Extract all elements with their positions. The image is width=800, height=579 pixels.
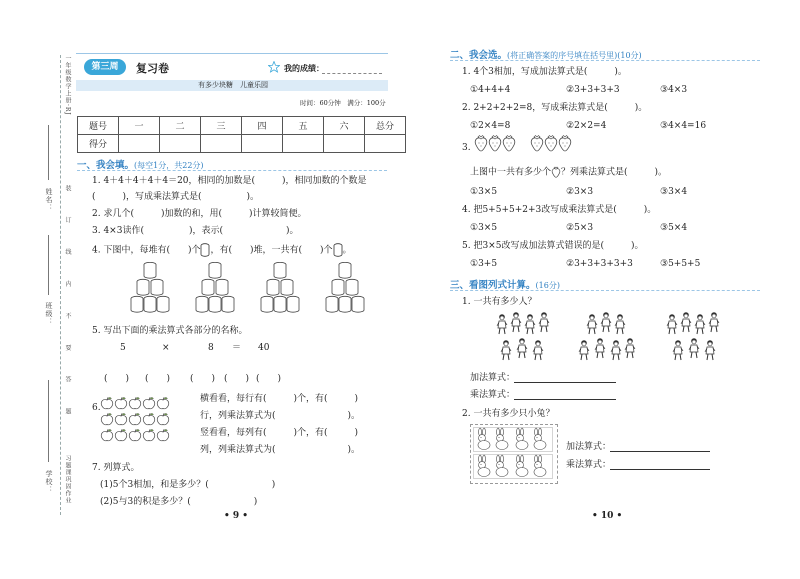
p1-add-field[interactable]	[514, 382, 616, 383]
q5-blank[interactable]: ( )	[104, 374, 130, 384]
page-title: 复习卷	[136, 62, 169, 75]
score-label: 我的成绩：	[284, 63, 324, 73]
r-q3-option[interactable]: ①3×5	[470, 187, 498, 197]
r-q2-option[interactable]: ③4×4=16	[660, 121, 707, 131]
can-piles-illustration	[120, 262, 370, 318]
vertical-label: 一年级数学上册·RJ	[64, 55, 71, 116]
q5-formula-1: ×	[162, 343, 170, 353]
score-header-cell: 五	[283, 117, 324, 135]
r-q5-text: 5. 把3×5改写成加法算式错误的是( )。	[462, 241, 644, 251]
binding-line	[60, 55, 61, 515]
score-cell[interactable]	[283, 135, 324, 153]
p1-mul-field[interactable]	[514, 399, 616, 400]
q6-line: 列，列乘法算式为( )。	[200, 445, 361, 455]
week-badge: 第三周	[84, 59, 126, 75]
score-cell[interactable]	[365, 135, 406, 153]
name-field[interactable]	[48, 125, 49, 180]
score-cell[interactable]	[119, 135, 160, 153]
r-q1-option[interactable]: ③4×3	[660, 85, 688, 95]
q1-line2: ( )，写成乘法算式是( )。	[92, 192, 260, 202]
class-field[interactable]	[48, 235, 49, 295]
r-q4-option[interactable]: ①3×5	[470, 223, 498, 233]
class-label: 班级：	[45, 302, 53, 326]
q5-formula-2: 8	[208, 343, 214, 353]
q4-text-b: ，有( )堆，一共有( )个	[210, 245, 333, 256]
page-number-right: • 10 •	[592, 511, 623, 521]
strawberry-icon	[551, 166, 561, 178]
header-rule	[76, 53, 388, 54]
q5-blank[interactable]: ( )	[224, 374, 250, 384]
section2-title-text: 二、我会选。	[450, 50, 508, 61]
p2-text: 2. 一共有多少只小兔？	[462, 409, 555, 419]
subtitle: 有多少块糖 儿童乐园	[198, 81, 268, 89]
apple-grid-illustration	[100, 395, 172, 445]
r-q4-option[interactable]: ③5×4	[660, 223, 688, 233]
r-q3-text	[470, 166, 667, 179]
r-q3-text-a: 上图中一共有多少个	[470, 167, 552, 178]
p2-add-field[interactable]	[610, 451, 710, 452]
r-q4-option[interactable]: ②5×3	[566, 223, 594, 233]
score-table	[77, 116, 406, 153]
score-row-label: 得分	[78, 135, 119, 153]
r-q4-text: 4. 把5+5+5+2+3改写成乘法算式是( )。	[462, 205, 657, 215]
score-header-cell: 二	[160, 117, 201, 135]
r-q1-option[interactable]: ②3+3+3+3	[566, 85, 620, 95]
q5-blank[interactable]: ( )	[145, 374, 171, 384]
q6-line: 行，列乘法算式为( )。	[200, 411, 361, 421]
page-number-left: • 9 •	[224, 511, 249, 521]
score-header-cell: 六	[324, 117, 365, 135]
q4-text-a: 4. 下图中，每堆有( )个	[92, 245, 201, 256]
section2-rule	[450, 60, 760, 61]
star-icon	[268, 61, 280, 73]
p1-add-label: 加法算式：	[470, 373, 516, 383]
r-q2-option[interactable]: ②2×2=4	[566, 121, 607, 131]
q4-text-c: 。	[342, 245, 352, 256]
q5-formula-3: ＝	[232, 343, 242, 353]
section2-title	[450, 47, 642, 61]
can-icon	[333, 243, 343, 257]
q6-line: 横看看，每行有( )个，有( )	[200, 394, 359, 404]
score-header-cell: 三	[201, 117, 242, 135]
q5-blank[interactable]: ( )	[256, 374, 282, 384]
r-q5-option[interactable]: ②3+3+3+3+3	[566, 259, 633, 269]
school-label: 学校：	[45, 470, 53, 494]
section1-rule	[77, 170, 387, 171]
score-header-cell: 总分	[365, 117, 406, 135]
r-q3-text-b: ？列乘法算式是( )。	[561, 167, 668, 178]
strawberry-row-illustration	[474, 133, 574, 153]
p1-mul-label: 乘法算式：	[470, 390, 516, 400]
section1-title-text: 一、我会填。	[77, 160, 135, 171]
school-line: 习题课巩固作业	[64, 455, 71, 504]
score-cell[interactable]	[242, 135, 283, 153]
spine-text: 装 订 线 内 不 要 答 题	[64, 185, 71, 427]
score-cell[interactable]	[324, 135, 365, 153]
section1-note: (每空1分，共22分)	[134, 161, 204, 170]
section3-title	[450, 277, 560, 291]
r-q3-num: 3.	[462, 143, 471, 153]
r-q2-option[interactable]: ①2×4=8	[470, 121, 511, 131]
r-q3-option[interactable]: ③3×4	[660, 187, 688, 197]
score-header-cell: 一	[119, 117, 160, 135]
p2-mul-field[interactable]	[610, 469, 710, 470]
r-q5-option[interactable]: ③5+5+5	[660, 259, 701, 269]
p2-add-label: 加法算式：	[566, 442, 612, 452]
r-q2-text: 2. 2+2+2+2=8，写成乘法算式是( )。	[462, 103, 648, 113]
r-q3-option[interactable]: ②3×3	[566, 187, 594, 197]
q6-num: 6.	[92, 403, 101, 413]
q6-line: 竖看看，每列有( )个，有( )	[200, 428, 359, 438]
q7-sub2: (2)5与3的积是多少？( )	[100, 497, 258, 507]
q7-sub1: (1)5个3相加，和是多少？( )	[100, 480, 276, 490]
section3-note: (16分)	[535, 281, 560, 290]
section2-note: (将正确答案的序号填在括号里)(10分)	[507, 51, 642, 60]
p1-text: 1. 一共有多少人？	[462, 297, 537, 307]
score-field[interactable]	[322, 73, 382, 74]
r-q5-option[interactable]: ①3+5	[470, 259, 498, 269]
exam-meta: 时间：60分钟 满分：100分	[300, 99, 386, 107]
score-cell[interactable]	[201, 135, 242, 153]
score-cell[interactable]	[160, 135, 201, 153]
p2-mul-label: 乘法算式：	[566, 460, 612, 470]
r-q1-option[interactable]: ①4+4+4	[470, 85, 511, 95]
q1-line1: 1. 4＋4＋4＋4＋4＝20，相同的加数是( )，相同加数的个数是	[92, 176, 367, 186]
section3-title-text: 三、看图列式计算。	[450, 280, 536, 291]
q2-text: 2. 求几个( )加数的和，用( )计算较简便。	[92, 209, 307, 219]
r-q1-text: 1. 4个3相加，写成加法算式是( )。	[462, 67, 627, 77]
name-label: 姓名：	[45, 188, 53, 212]
children-groups-illustration	[495, 312, 745, 364]
q4-text	[92, 243, 352, 257]
score-header-cell: 题号	[78, 117, 119, 135]
score-header-cell: 四	[242, 117, 283, 135]
q3-text: 3. 4×3读作( )，表示( )。	[92, 226, 299, 236]
school-field[interactable]	[48, 380, 49, 462]
q5-text: 5. 写出下面的乘法算式各部分的名称。	[92, 326, 248, 336]
section3-rule	[450, 290, 760, 291]
q7-text: 7. 列算式。	[92, 463, 140, 473]
can-icon	[200, 243, 210, 257]
q5-formula-0: 5	[120, 343, 126, 353]
section1-title	[77, 157, 204, 171]
rabbit-illustration	[473, 427, 553, 479]
q5-blank[interactable]: ( )	[190, 374, 216, 384]
q5-formula-4: 40	[258, 343, 270, 353]
